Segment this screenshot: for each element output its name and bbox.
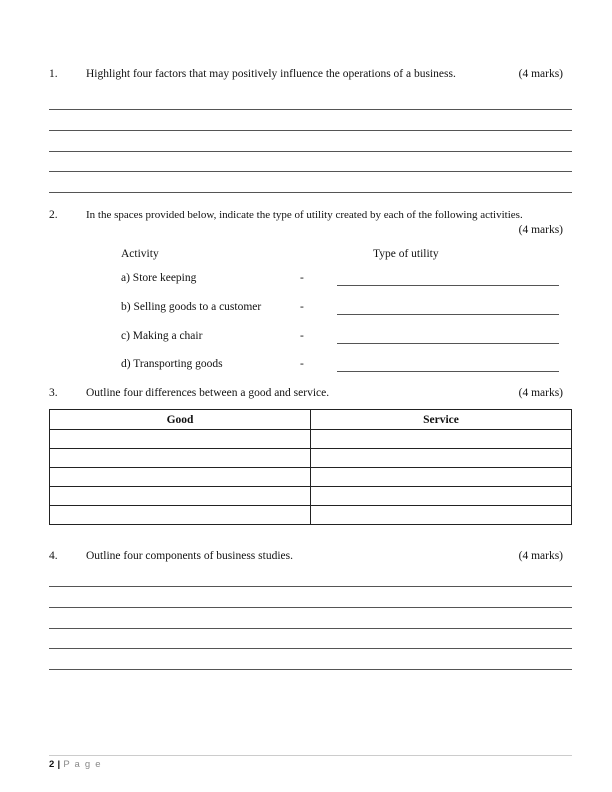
answer-line[interactable] xyxy=(49,109,572,110)
question-number: 3. xyxy=(49,387,58,399)
answer-line[interactable] xyxy=(49,628,572,629)
good-service-table xyxy=(49,409,572,525)
utility-answer-line[interactable] xyxy=(337,343,559,344)
activity-dash: - xyxy=(300,330,304,342)
table-row xyxy=(50,506,572,525)
question-marks: (4 marks) xyxy=(518,224,563,236)
question-text: Outline four components of business studies. xyxy=(86,550,293,562)
activity-item: c) Making a chair xyxy=(121,330,203,342)
question-text: Highlight four factors that may positively influence the operations of a business. xyxy=(86,68,456,80)
service-cell[interactable] xyxy=(311,430,572,449)
answer-line[interactable] xyxy=(49,192,572,193)
activity-header: Activity xyxy=(121,248,159,260)
table-header-row xyxy=(50,410,572,430)
activity-dash: - xyxy=(300,301,304,313)
page-footer xyxy=(49,759,102,770)
good-cell[interactable] xyxy=(50,449,311,468)
activity-dash: - xyxy=(300,358,304,370)
footer-divider xyxy=(49,755,572,756)
utility-answer-line[interactable] xyxy=(337,314,559,315)
question-number: 4. xyxy=(49,550,58,562)
answer-line[interactable] xyxy=(49,130,572,131)
page-number: 2 xyxy=(49,759,56,770)
answer-line[interactable] xyxy=(49,607,572,608)
answer-line[interactable] xyxy=(49,669,572,670)
answer-line[interactable] xyxy=(49,151,572,152)
table-row xyxy=(50,430,572,449)
good-cell[interactable] xyxy=(50,487,311,506)
question-marks: (4 marks) xyxy=(518,68,563,80)
activity-item: a) Store keeping xyxy=(121,272,197,284)
question-marks: (4 marks) xyxy=(518,387,563,399)
table-row xyxy=(50,449,572,468)
type-of-utility-header: Type of utility xyxy=(373,248,439,260)
utility-answer-line[interactable] xyxy=(337,371,559,372)
service-cell[interactable] xyxy=(311,487,572,506)
activity-item: b) Selling goods to a customer xyxy=(121,301,262,313)
service-cell[interactable] xyxy=(311,506,572,525)
answer-line[interactable] xyxy=(49,171,572,172)
question-text: Outline four differences between a good and service. xyxy=(86,387,330,399)
activity-item: d) Transporting goods xyxy=(121,358,223,370)
service-cell[interactable] xyxy=(311,468,572,487)
good-cell[interactable] xyxy=(50,468,311,487)
page-word: P a g e xyxy=(63,759,102,770)
answer-line[interactable] xyxy=(49,586,572,587)
question-number: 2. xyxy=(49,209,58,221)
question-text: In the spaces provided below, indicate the type of utility created by each of the following activities. xyxy=(86,209,523,221)
service-column-header: Service xyxy=(311,410,572,430)
answer-line[interactable] xyxy=(49,648,572,649)
good-cell[interactable] xyxy=(50,506,311,525)
good-cell[interactable] xyxy=(50,430,311,449)
service-cell[interactable] xyxy=(311,449,572,468)
question-number: 1. xyxy=(49,68,58,80)
good-column-header: Good xyxy=(50,410,311,430)
question-marks: (4 marks) xyxy=(518,550,563,562)
activity-dash: - xyxy=(300,272,304,284)
table-row xyxy=(50,487,572,506)
utility-answer-line[interactable] xyxy=(337,285,559,286)
table-row xyxy=(50,468,572,487)
footer-separator: | xyxy=(57,759,62,770)
